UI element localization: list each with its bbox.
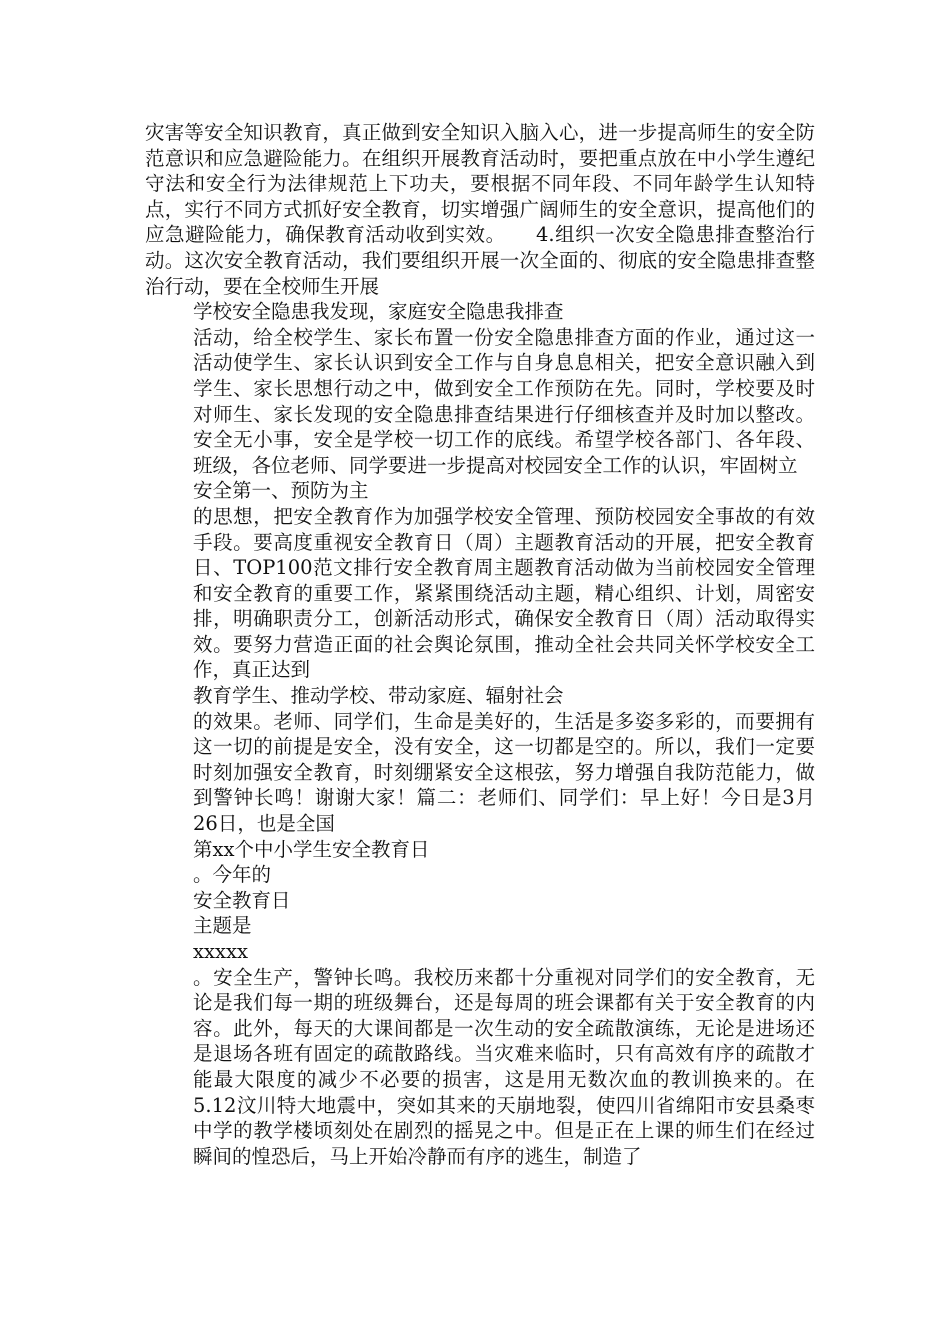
paragraph-4: 安全第一、预防为主 [193,479,369,503]
paragraph-2: 学校安全隐患我发现，家庭安全隐患我排查 [193,300,564,324]
paragraph-11: 主题是 [193,914,252,938]
paragraph-10: 安全教育日 [193,888,291,912]
paragraph-9: 。今年的 [193,863,272,887]
paragraph-7: 的效果。老师、同学们，生命是美好的，生活是多姿多彩的，而要拥有这一切的前提是安全，没有安全，这一切都是空的。所以，我们一定要时刻加强安全教育，时刻绷紧安全这根弦，努力增强自我防范能力，做到警钟长鸣！谢谢大家！篇二：老师们、同学们：早上好！今日是3月26日，也是全国 [193,709,815,836]
paragraph-6: 教育学生、推动学校、带动家庭、辐射社会 [193,684,564,708]
paragraph-3: 活动，给全校学生、家长布置一份安全隐患排查方面的作业，通过这一活动使学生、家长认识到安全工作与自身息息相关，把安全意识融入到学生、家长思想行动之中，做到安全工作预防在先。同时，学校要及时对师生、家长发现的安全隐患排查结果进行仔细核查并及时加以整改。安全无小事，安全是学校一切工作的底线。希望学校各部门、各年段、班级，各位老师、同学要进一步提高对校园安全工作的认识，牢固树立 [193,325,815,477]
paragraph-1: 灾害等安全知识教育，真正做到安全知识入脑入心，进一步提高师生的安全防范意识和应急避险能力。在组织开展教育活动时，要把重点放在中小学生遵纪守法和安全行为法律规范上下功夫，要根据不同年段、不同年龄学生认知特点，实行不同方式抓好安全教育，切实增强广阔师生的安全意识，提高他们的应急避险能力，确保教育活动收到实效。 4.组织一次安全隐患排查整治行动。这次安全教育活动，我们要组织开展一次全面的、彻底的安全隐患排查整治行动，要在全校师生开展 [145,121,815,298]
document-body [145,120,815,1169]
paragraph-13: 。安全生产，警钟长鸣。我校历来都十分重视对同学们的安全教育，无论是我们每一期的班级舞台，还是每周的班会课都有关于安全教育的内容。此外，每天的大课间都是一次生动的安全疏散演练，无论是进场还是退场各班有固定的疏散路线。当灾难来临时，只有高效有序的疏散才能最大限度的减少不必要的损害，这是用无数次血的教训换来的。在5.12汶川特大地震中，突如其来的天崩地裂，使四川省绵阳市安县桑枣中学的教学楼顷刻处在剧烈的摇晃之中。但是正在上课的师生们在经过瞬间的惶恐后，马上开始冷静而有序的逃生，制造了 [193,965,815,1168]
paragraph-5: 的思想，把安全教育作为加强学校安全管理、预防校园安全事故的有效手段。要高度重视安全教育日（周）主题教育活动的开展，把安全教育日、TOP100范文排行安全教育周主题教育活动做为当前校园安全管理和安全教育的重要工作，紧紧围绕活动主题，精心组织、计划，周密安排，明确职责分工，创新活动形式，确保安全教育日（周）活动取得实效。要努力营造正面的社会舆论氛围，推动全社会共同关怀学校安全工作，真正达到 [193,504,815,682]
paragraph-12: xxxxx [193,940,248,963]
paragraph-8: 第xx个中小学生安全教育日 [193,837,430,861]
